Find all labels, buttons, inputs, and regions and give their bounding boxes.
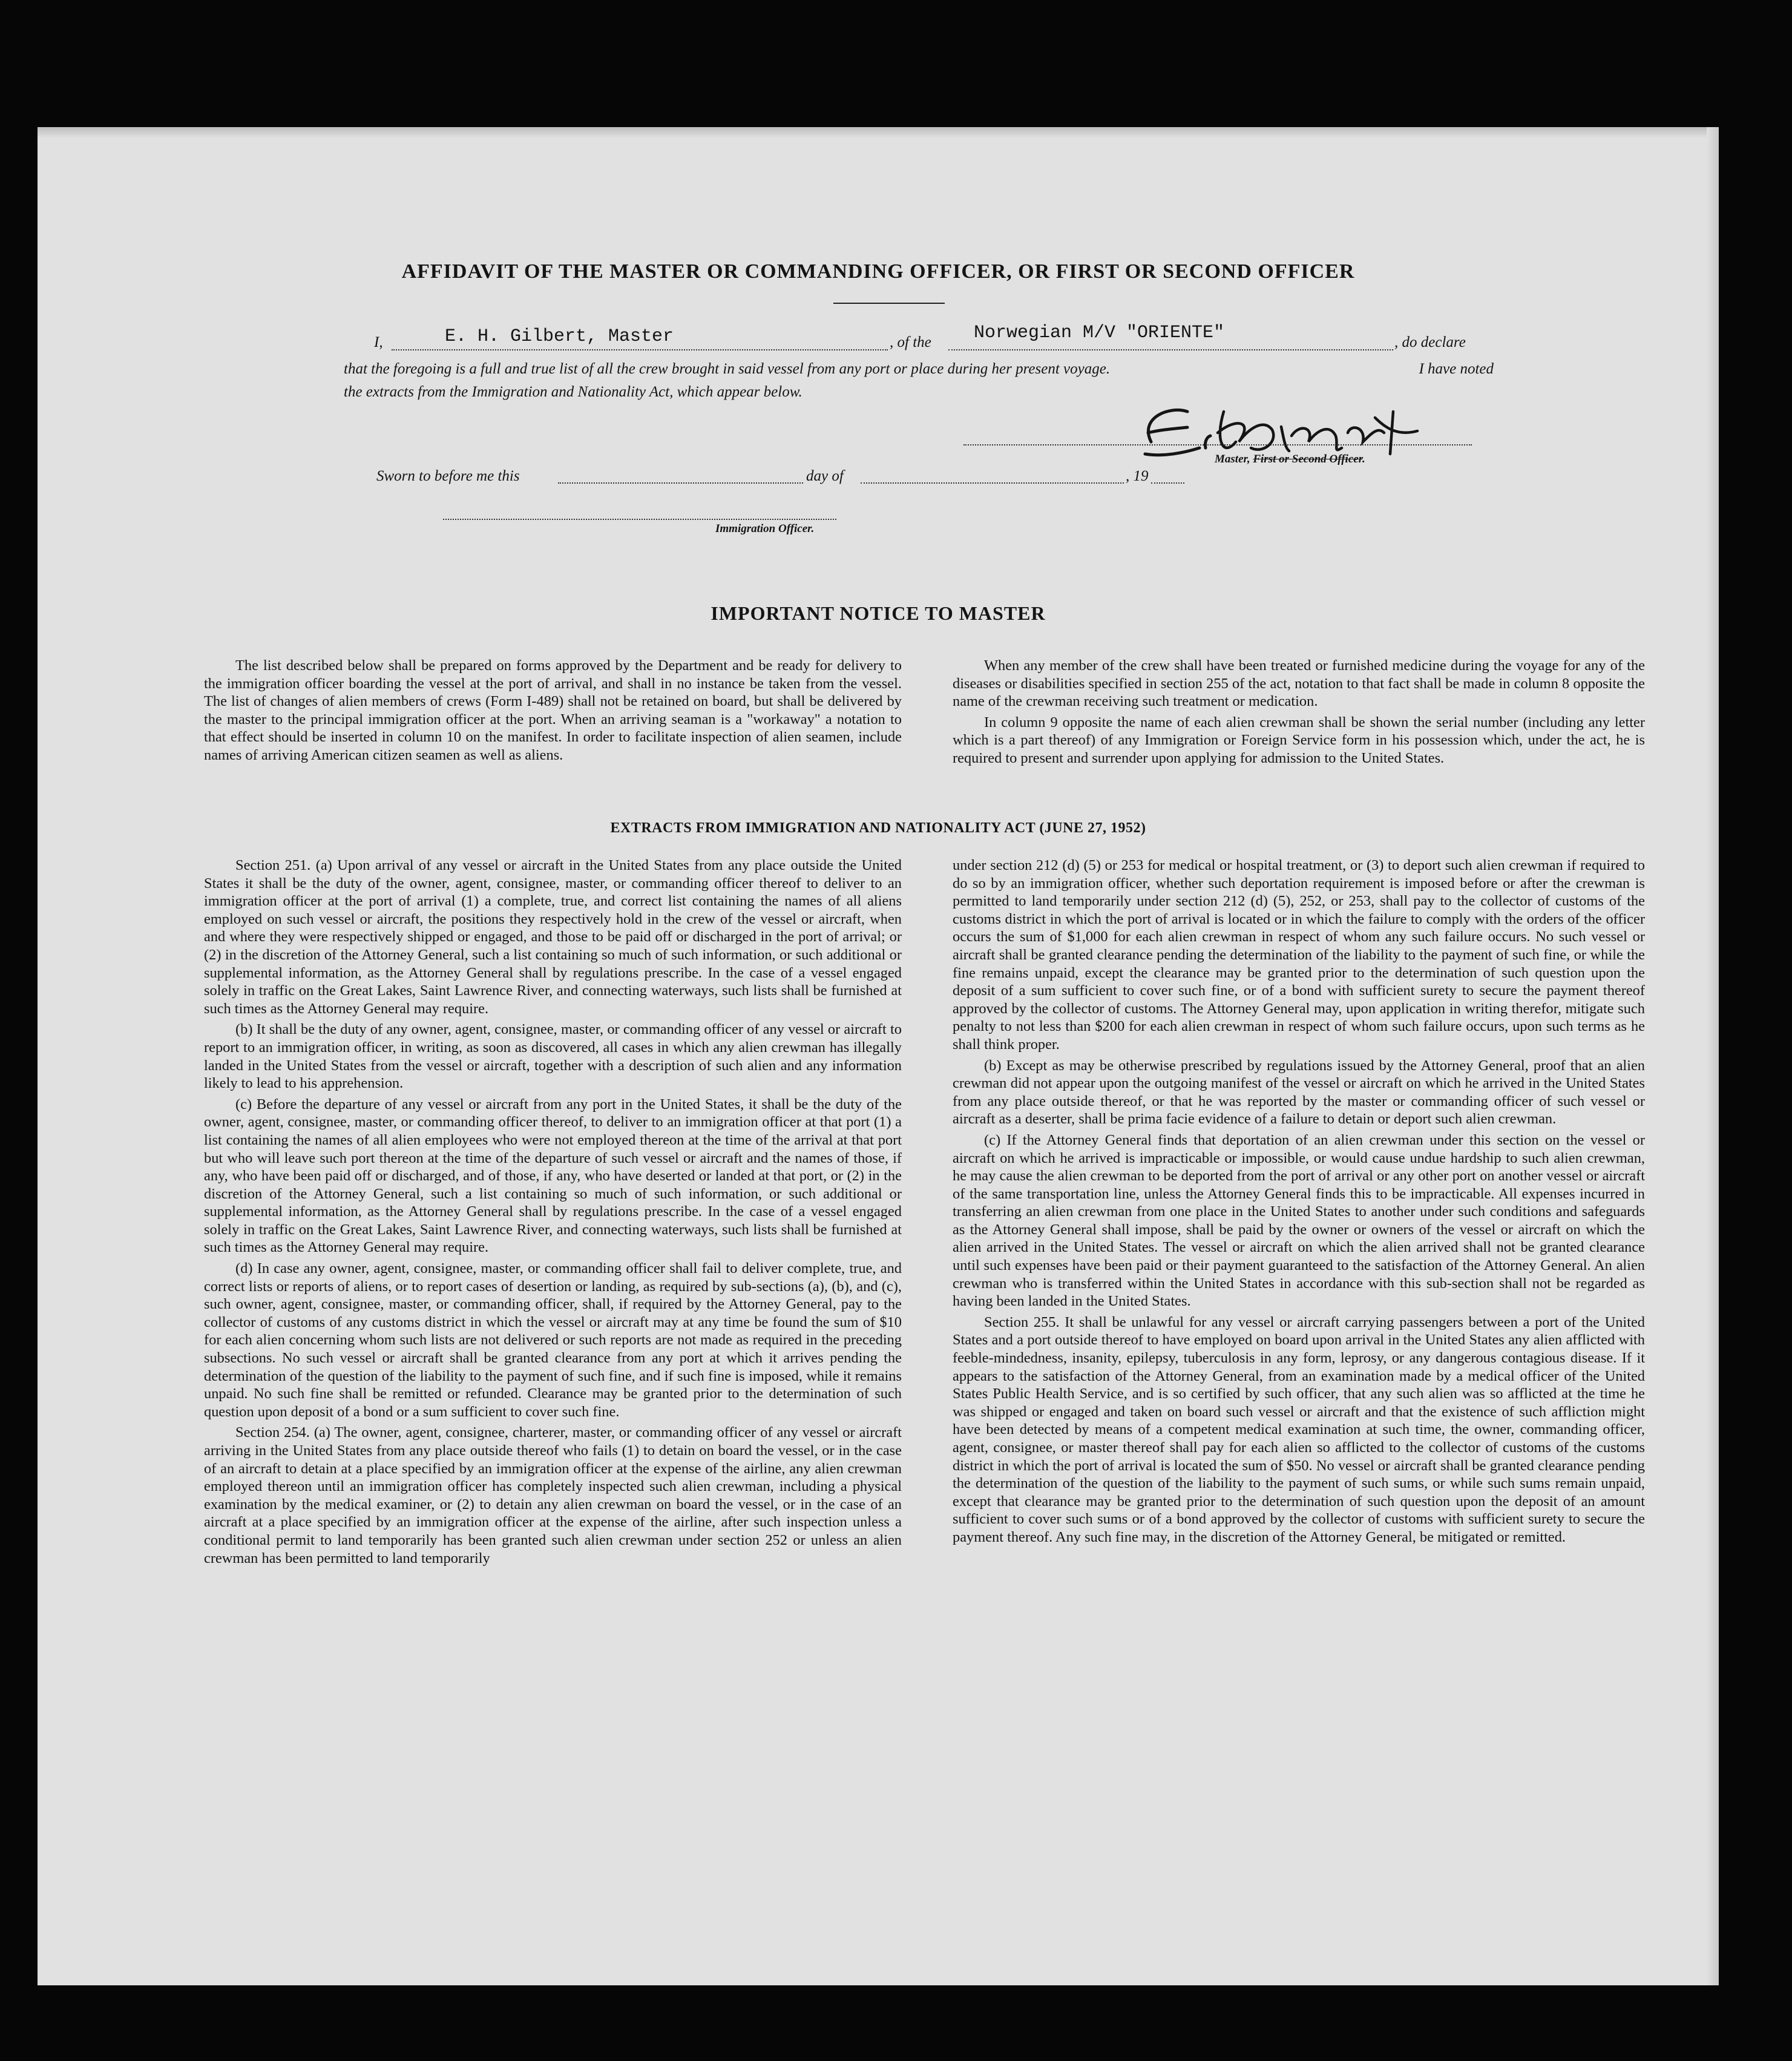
title-divider xyxy=(833,303,945,304)
vessel-field[interactable] xyxy=(948,324,1393,350)
vessel-typed: Norwegian M/V "ORIENTE" xyxy=(974,323,1225,343)
sworn-month-field[interactable] xyxy=(861,481,1124,484)
name-typed: E. H. Gilbert, Master xyxy=(445,326,674,347)
act-paragraph: under section 212 (d) (5) or 253 for medical or hospital treatment, or (3) to deport such alien crewman if required to do so by an immigration officer, whether such deportation requirement is imposed before or after the crewman is permitted to land temporarily under section 212 (d) (5), 252, or 253, shall pay to the collector of customs of the customs district in which the port of arrival is located or in which the failure to comply with the orders of the officer occurs the sum of $1,000 for each alien crewman in respect of whom any such failure occurs. No such vessel or aircraft shall be granted clearance pending the determination of the liability to the payment of such fine, or while the fine remains unpaid, except the clearance may be granted prior to the determination of such question upon the deposit of a sum sufficient to cover such fine, or of a bond with sufficient surety to secure the payment thereof approved by the collector of customs. The Attorney General may, upon application in writing therefor, mitigate such penalty to not less than $200 for each alien crewman in respect of whom such failure occurs, upon such terms as he shall think proper. xyxy=(953,857,1645,1053)
declaration-line-2: the extracts from the Immigration and Nationality Act, which appear below. xyxy=(344,384,802,400)
pronoun-label: I, xyxy=(374,334,383,350)
extracts-right-column xyxy=(953,856,1645,1547)
act-paragraph: (c) Before the departure of any vessel or aircraft from any port in the United States, it shall be the duty of the owner, agent, consignee, master, or commanding officer thereof, to deliver to an immigration officer at that port (1) a list containing the names of all alien employees who were not employed thereon at the time of the arrival at that port but who will leave such port thereon at the time of the departure of such vessel or aircraft and the names of those, if any, who have been paid off or discharged, and of those, if any, who have deserted or landed at that port, or (2) in the discretion of the Attorney General, such a list containing so much of such information, or such additional or supplemental information, as the Attorney General shall by regulations prescribe. In the case of a vessel engaged solely in traffic on the Great Lakes, Saint Lawrence River, and connecting waterways, such lists shall be furnished at such times as the Attorney General may require. xyxy=(204,1096,902,1256)
declaration-text-1b: I have noted xyxy=(1419,361,1494,377)
officer-signature-line[interactable] xyxy=(443,518,836,520)
officer-caption: Immigration Officer. xyxy=(715,522,815,535)
day-of-label: day of xyxy=(806,468,844,484)
act-paragraph: Section 251. (a) Upon arrival of any vessel or aircraft in the United States from any place outside the United States it shall be the duty of the owner, agent, consignee, master, or commanding officer thereof to deliver to an immigration officer at the port of arrival (1) a complete, true, and correct list containing the names of all aliens employed on such vessel or aircraft, the positions they respectively hold in the crew of the vessel or aircraft, when and where they were respectively shipped or engaged, and those to be paid off or discharged in the port of arrival; or (2) in the discretion of the Attorney General, such a list containing so much of such information, or such additional or supplemental information, as the Attorney General shall by regulations prescribe. In the case of a vessel engaged solely in traffic on the Great Lakes, Saint Lawrence River, and connecting waterways, such lists shall be furnished at such times as the Attorney General may require. xyxy=(204,857,902,1017)
affidavit-title: AFFIDAVIT OF THE MASTER OR COMMANDING OFFICER, OR FIRST OR SECOND OFFICER xyxy=(401,260,1355,283)
notice-title: IMPORTANT NOTICE TO MASTER xyxy=(711,602,1046,624)
year-label: , 19 xyxy=(1126,468,1149,484)
notice-paragraph: In column 9 opposite the name of each alien crewman shall be shown the serial number (including any letter which is a part thereof) of any Immigration or Foreign Service form in his possession which, under the act, he is required to present and surrender upon applying for admission to the United States. xyxy=(953,714,1645,766)
signature-caption: Master, First or Second Officer. xyxy=(1215,453,1365,465)
name-field[interactable] xyxy=(392,324,888,350)
notice-right-column xyxy=(953,657,1645,768)
sworn-label: Sworn to before me this xyxy=(376,468,520,484)
do-declare-label: , do declare xyxy=(1394,334,1466,350)
notice-left-column xyxy=(204,657,902,764)
act-paragraph: (d) In case any owner, agent, consignee, master, or commanding officer shall fail to deliver complete, true, and correct lists or reports of aliens, or to report cases of desertion or landing, as required by sub-sections (a), (b), and (c), such owner, agent, consignee, master, or commanding officer, shall, if required by the Attorney General, pay to the collector of customs of any customs district in which the vessel or aircraft may at any time be found the sum of $10 for each alien concerning whom such lists are not delivered or such reports are not made as required in the preceding subsections. No such vessel or aircraft shall be granted clearance from any port at which it arrives pending the determination of the question of the liability to the payment of such fine, and if such fine is imposed, while it remains unpaid. No such fine shall be remitted or refunded. Clearance may be granted prior to the determination of such question upon deposit of a bond or a sum sufficient to cover such fine. xyxy=(204,1260,902,1420)
act-paragraph: Section 254. (a) The owner, agent, consignee, charterer, master, or commanding officer of any vessel or aircraft arriving in the United States from any place outside thereof who fails (1) to detain on board the vessel, or in the case of an aircraft to detain at a place specified by an immigration officer at the expense of the airline, any alien crewman employed thereon until an immigration officer has completely inspected such alien crewman, including a physical examination by the medical examiner, or (2) to detain any alien crewman on board the vessel, or in the case of an aircraft at a place specified by an immigration officer at the expense of the airline, after such inspection unless a conditional permit to land temporarily has been granted such alien crewman under section 252 or unless an alien crewman has been permitted to land temporarily xyxy=(204,1424,902,1566)
act-paragraph: (c) If the Attorney General finds that deportation of an alien crewman under this section on the vessel or aircraft on which he arrived is impracticable or impossible, or would cause undue hardship to such alien crewman, he may cause the alien crewman to be deported from the port of arrival or any other port on another vessel or aircraft of the same transportation line, unless the Attorney General finds this to be impracticable. All expenses incurred in transferring an alien crewman from one place in the United States to another under such conditions and safeguards as the Attorney General shall impose, shall be paid by the owner or owners of the vessel or aircraft on which the alien arrived in the United States. The vessel or aircraft on which the alien arrived shall not be granted clearance until such expenses have been paid or their payment guaranteed to the satisfaction of the Attorney General. An alien crewman who is transferred within the United States in accordance with this sub-section shall not be regarded as having been landed in the United States. xyxy=(953,1131,1645,1310)
sworn-year-field[interactable] xyxy=(1151,481,1184,484)
extracts-title: EXTRACTS FROM IMMIGRATION AND NATIONALITY ACT (JUNE 27, 1952) xyxy=(610,820,1146,836)
act-paragraph: (b) Except as may be otherwise prescribed by regulations issued by the Attorney General, proof that an alien crewman did not appear upon the outgoing manifest of the vessel or aircraft on which he arrived in the United States from any place outside thereof, or that he was reported by the master or commanding officer of such vessel or aircraft as a deserter, shall be prima facie evidence of a failure to detain or deport such alien crewman. xyxy=(953,1057,1645,1128)
sworn-day-field[interactable] xyxy=(558,481,803,484)
of-the-label: , of the xyxy=(890,334,931,350)
document-page xyxy=(38,127,1719,1985)
act-paragraph: Section 255. It shall be unlawful for any vessel or aircraft carrying passengers between a port of the United States and a port outside thereof to have employed on board upon arrival in the United States any alien afflicted with feeble-mindedness, insanity, epilepsy, tuberculosis in any form, leprosy, or any dangerous contagious disease. If it appears to the satisfaction of the Attorney General, from an examination made by a medical officer of the United States Public Health Service, and is so certified by such officer, that any such alien was so afflicted at the time he was shipped or engaged and taken on board such vessel or aircraft and that the existence of such affliction might have been detected by means of a competent medical examination at such time, the owner, commanding officer, agent, consignee, or master thereof shall pay for each alien so afflicted to the collector of customs of the customs district in which the port of arrival is located the sum of $50. No vessel or aircraft shall be granted clearance pending the determination of the question of the liability to the payment of such sums, or while such sums remain unpaid, except that clearance may be granted prior to the determination of such question upon the deposit of an amount sufficient to cover such sums or of a bond approved by the collector of customs with sufficient surety to secure the payment thereof. Any such fine may, in the discretion of the Attorney General, be mitigated or remitted. xyxy=(953,1313,1645,1545)
declaration-line-1 xyxy=(344,361,1494,378)
declaration-text-1: that the foregoing is a full and true list of all the crew brought in said vessel from any port or place during her present voyage. xyxy=(344,361,1111,377)
paper-right-edge xyxy=(1707,127,1719,1985)
paper-top-edge xyxy=(38,127,1719,138)
extracts-left-column xyxy=(204,856,902,1567)
notice-paragraph: When any member of the crew shall have been treated or furnished medicine during the voyage for any of the diseases or disabilities specified in section 255 of the act, notation to that fact shall be made in column 8 opposite the name of the crewman receiving such treatment or medication. xyxy=(953,657,1645,710)
act-paragraph: (b) It shall be the duty of any owner, agent, consignee, master, or commanding officer of any vessel or aircraft to report to an immigration officer, in writing, as soon as discovered, all cases in which any alien crewman has illegally landed in the United States from the vessel or aircraft, together with a description of such alien and any information likely to lead to his apprehension. xyxy=(204,1021,902,1092)
notice-paragraph: The list described below shall be prepared on forms approved by the Department and be ready for delivery to the immigration officer boarding the vessel at the port of arrival, and shall in no instance be taken from the vessel. The list of changes of alien members of crews (Form I-489) shall not be retained on board, but shall be delivered by the master to the principal immigration officer at the port. When an arriving seaman is a "workaway" a notation to that effect should be inserted in column 10 on the manifest. In order to facilitate inspection of alien seamen, include names of arriving American citizen seamen as well as aliens. xyxy=(204,657,902,763)
